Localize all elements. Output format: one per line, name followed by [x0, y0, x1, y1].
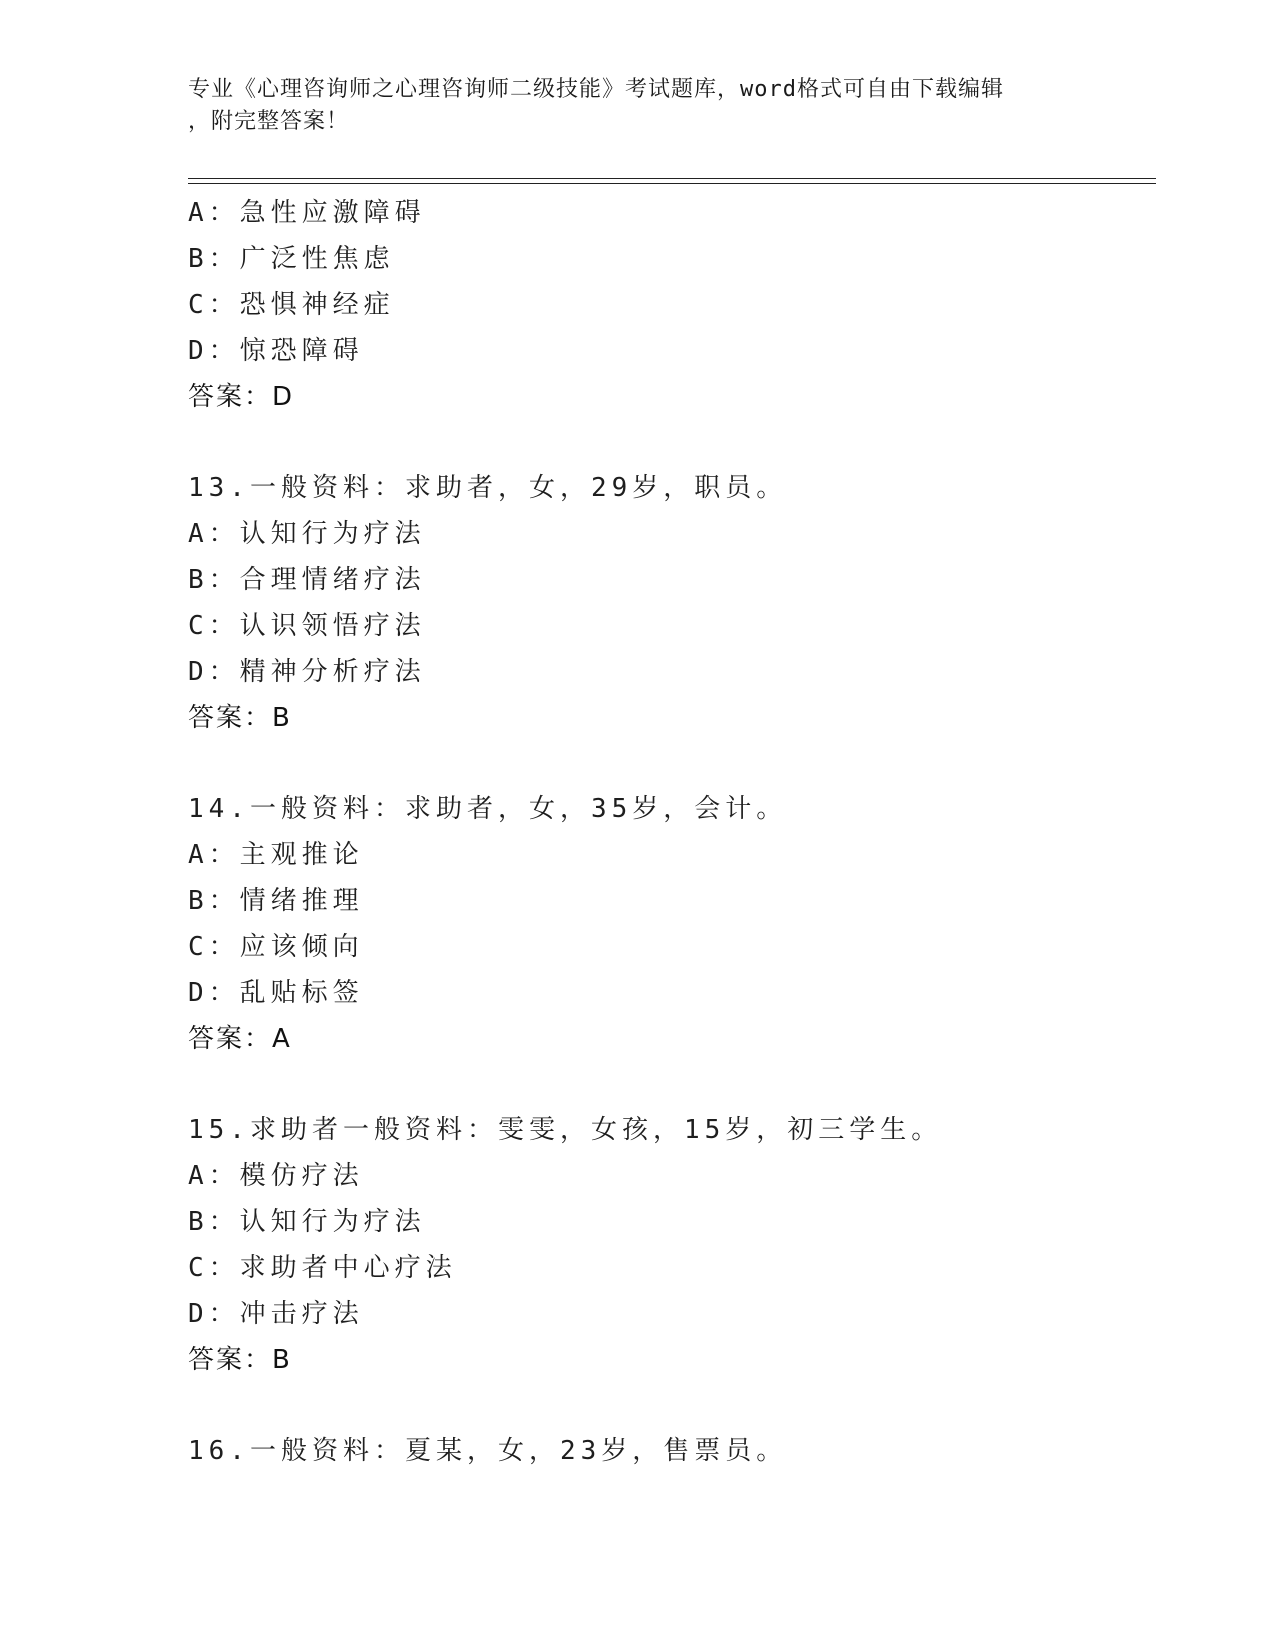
answer-line: 答案：D	[188, 382, 295, 412]
option-c: C：恐惧神经症	[188, 290, 395, 320]
question-15	[188, 1107, 1148, 1383]
option-d: D：冲击疗法	[188, 1299, 364, 1329]
option-c: C：求助者中心疗法	[188, 1253, 457, 1283]
answer-line: 答案：A	[188, 1024, 292, 1054]
header-line-2: ，附完整答案！	[188, 109, 350, 134]
option-c: C：应该倾向	[188, 932, 364, 962]
option-b: B：广泛性焦虑	[188, 244, 395, 274]
header-divider-bottom	[188, 183, 1156, 184]
option-b: B：情绪推理	[188, 886, 364, 916]
question-16	[188, 1428, 1148, 1474]
question-14	[188, 786, 1148, 1062]
question-stem: 13.一般资料：求助者，女，29岁，职员。	[188, 473, 788, 503]
option-d: D：乱贴标签	[188, 978, 364, 1008]
question-list	[188, 190, 1148, 1474]
question-stem: 14.一般资料：求助者，女，35岁，会计。	[188, 794, 788, 824]
option-c: C：认识领悟疗法	[188, 611, 426, 641]
option-d: D：精神分析疗法	[188, 657, 426, 687]
document-header	[188, 74, 1088, 138]
question-stem: 16.一般资料：夏某，女，23岁，售票员。	[188, 1436, 788, 1466]
option-a: A：认知行为疗法	[188, 519, 426, 549]
option-b: B：合理情绪疗法	[188, 565, 426, 595]
header-divider-top	[188, 178, 1156, 179]
question-12-continuation	[188, 190, 1148, 420]
option-b: B：认知行为疗法	[188, 1207, 426, 1237]
header-line-1: 专业《心理咨询师之心理咨询师二级技能》考试题库，word格式可自由下载编辑	[188, 77, 1004, 102]
option-d: D：惊恐障碍	[188, 336, 364, 366]
answer-line: 答案：B	[188, 1345, 292, 1375]
option-a: A：急性应激障碍	[188, 198, 426, 228]
option-a: A：模仿疗法	[188, 1161, 364, 1191]
question-stem: 15.求助者一般资料：雯雯，女孩，15岁，初三学生。	[188, 1115, 943, 1145]
option-a: A：主观推论	[188, 840, 364, 870]
question-13	[188, 465, 1148, 741]
answer-line: 答案：B	[188, 703, 292, 733]
